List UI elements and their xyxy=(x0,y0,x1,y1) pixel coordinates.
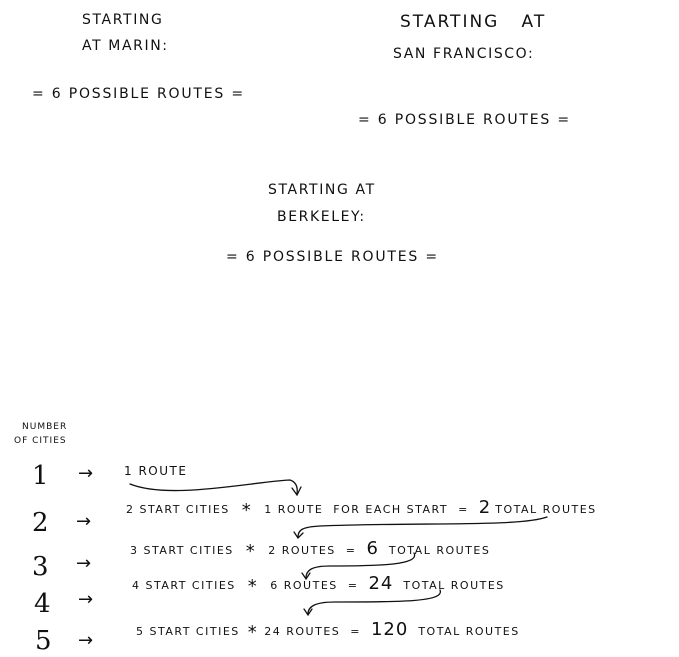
column-header-of-cities: OF CITIES xyxy=(14,436,67,446)
row-2-start-cities: 2 START CITIES xyxy=(126,503,230,516)
sf-heading-line2: SAN FRANCISCO: xyxy=(393,46,535,62)
row-4-multiply-sign: * xyxy=(247,576,259,597)
connector-arrow-4-to-5 xyxy=(308,590,440,614)
row-2-number: 2 xyxy=(32,508,49,538)
row-1-number: 1 xyxy=(32,461,49,491)
row-5-multiply-sign: * xyxy=(247,622,259,643)
row-5-equals-sign: = xyxy=(350,625,361,638)
connector-arrow-2-to-3 xyxy=(298,517,547,537)
row-5-number: 5 xyxy=(35,626,52,656)
row-4-start-cities: 4 START CITIES xyxy=(132,579,236,592)
row-4-number: 4 xyxy=(34,589,51,619)
row-1-route-count: 1 ROUTE xyxy=(124,464,188,478)
row-4-total-label: TOTAL ROUTES xyxy=(403,579,505,592)
sf-routes: = 6 POSSIBLE ROUTES = xyxy=(358,112,571,128)
row-2-routes-per-start: 1 ROUTE xyxy=(264,503,324,516)
connector-arrow-1-to-2 xyxy=(130,480,297,494)
row-3-number: 3 xyxy=(32,552,49,582)
sf-heading-line1: STARTING AT xyxy=(400,12,547,32)
row-3-equals-sign: = xyxy=(345,544,357,557)
row-4-arrow: → xyxy=(78,589,94,610)
row-3-multiply-sign: * xyxy=(245,541,257,562)
row-2-arrow: → xyxy=(76,511,92,532)
row-5-arrow: → xyxy=(78,630,94,651)
row-5-start-cities: 5 START CITIES xyxy=(136,625,240,638)
marin-routes: = 6 POSSIBLE ROUTES = xyxy=(32,86,245,102)
column-header-number: NUMBER xyxy=(22,422,68,432)
row-2-equals-sign: = xyxy=(458,503,469,516)
row-4-total: 24 xyxy=(368,573,394,594)
row-5-routes-per-start: 24 ROUTES xyxy=(264,625,341,638)
berkeley-heading-line2: BERKELEY: xyxy=(277,209,366,225)
row-3-total: 6 xyxy=(366,538,379,559)
row-4-routes-per-start: 6 ROUTES xyxy=(270,579,338,592)
row-5-total-label: TOTAL ROUTES xyxy=(418,625,520,638)
row-3-routes-per-start: 2 ROUTES xyxy=(268,544,336,557)
row-2-for-each-start: FOR EACH START xyxy=(333,503,449,516)
berkeley-heading-line1: STARTING AT xyxy=(268,182,376,198)
row-2-multiply-sign: * xyxy=(241,500,253,521)
connector-arrow-3-to-4 xyxy=(306,553,415,578)
row-1-arrow: → xyxy=(78,463,94,484)
row-2-total-label: TOTAL ROUTES xyxy=(495,503,597,516)
marin-heading-line1: STARTING xyxy=(82,12,164,28)
row-5-total: 120 xyxy=(370,619,409,640)
row-2-total: 2 xyxy=(478,497,492,518)
marin-heading-line2: AT MARIN: xyxy=(82,38,169,54)
row-4-equals-sign: = xyxy=(347,579,359,592)
row-3-total-label: TOTAL ROUTES xyxy=(388,544,491,557)
row-3-arrow: → xyxy=(76,553,92,574)
berkeley-routes: = 6 POSSIBLE ROUTES = xyxy=(226,249,439,265)
row-3-start-cities: 3 START CITIES xyxy=(130,544,234,557)
